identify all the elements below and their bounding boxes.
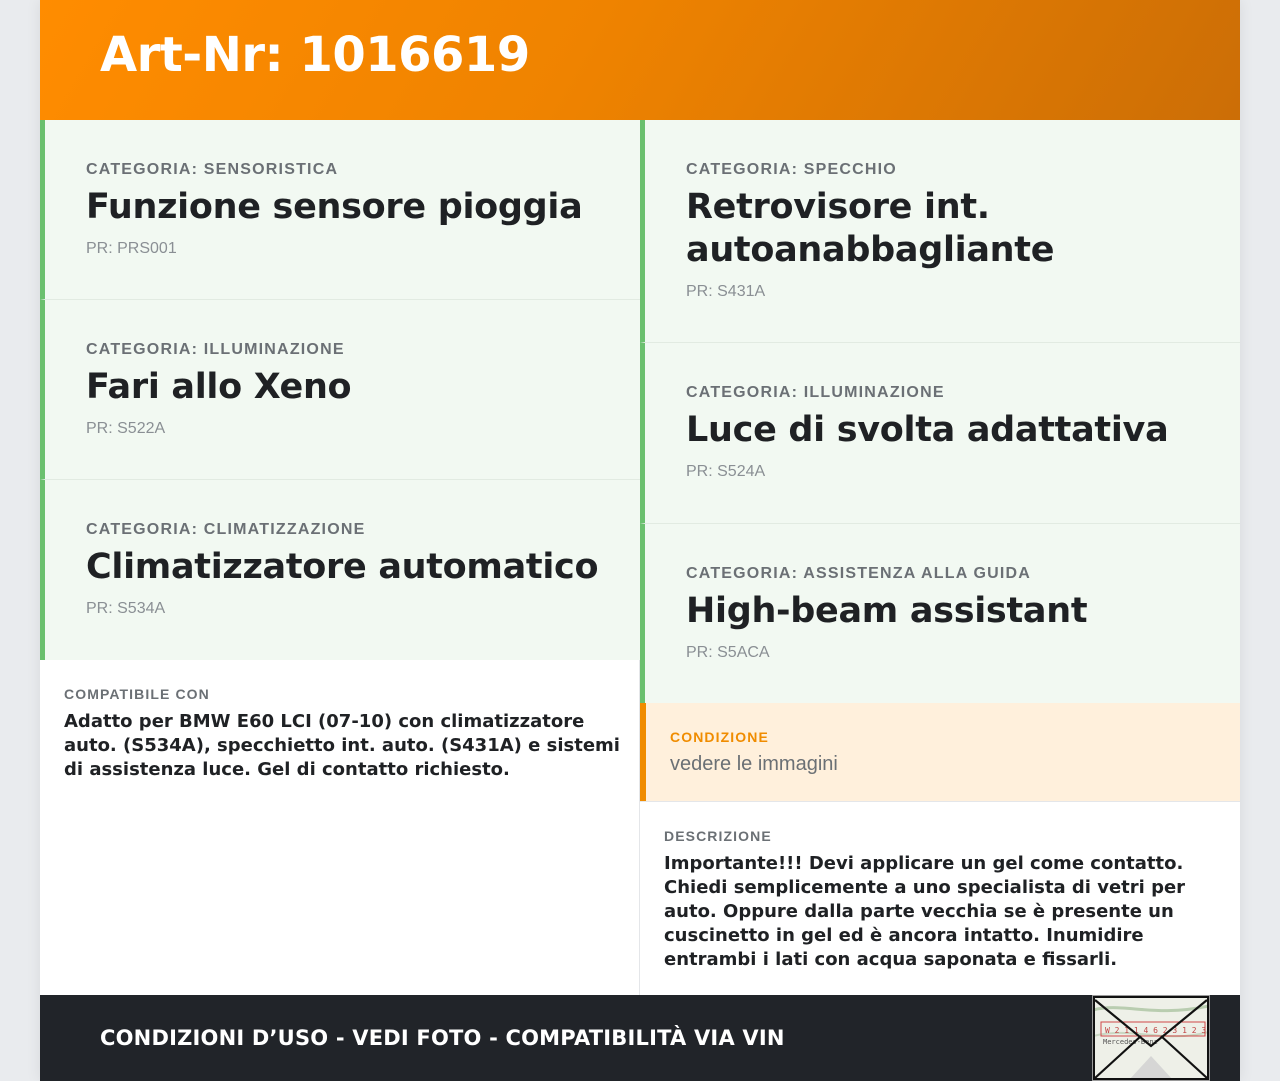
feature-name: Funzione sensore pioggia: [86, 187, 583, 227]
feature-category: CATEGORIA: ASSISTENZA ALLA GUIDA: [686, 565, 1032, 582]
feature-code: PR: S522A: [86, 420, 166, 437]
feature-card: [40, 480, 640, 661]
feature-code: PR: PRS001: [86, 240, 177, 257]
header-bar: [40, 0, 1240, 120]
envelope-icon: [1093, 996, 1209, 1080]
product-sheet: [40, 0, 1240, 1081]
compatibility-label: COMPATIBILE CON: [64, 686, 210, 702]
feature-column-left: [40, 120, 640, 661]
feature-name: Fari allo Xeno: [86, 367, 352, 407]
feature-name: Retrovisore int. autoanabbagliante: [686, 187, 1055, 270]
description-text: Importante!!! Devi applicare un gel come contatto. Chiedi semplicemente a uno specialista di vetri per auto. Oppure dalla parte vecchia se è presente un cuscinetto in gel ed è ancora intatto. Inumidire entrambi i lati con acqua saponata e fissarli.: [664, 853, 1186, 970]
feature-code: PR: S534A: [86, 600, 166, 617]
feature-category: CATEGORIA: SENSORISTICA: [86, 161, 339, 178]
feature-code: PR: S524A: [686, 463, 766, 480]
feature-category: CATEGORIA: ILLUMINAZIONE: [86, 341, 345, 358]
thumbnail-label: Mercedes-Benz: [1103, 1038, 1158, 1046]
feature-code: PR: S431A: [686, 283, 766, 300]
feature-category: CATEGORIA: CLIMATIZZAZIONE: [86, 521, 366, 538]
condition-label: CONDIZIONE: [670, 729, 769, 745]
compatibility-section: [40, 660, 640, 995]
feature-name: Luce di svolta adattativa: [686, 410, 1169, 450]
condition-value: vedere le immagini: [670, 753, 838, 775]
feature-card: [640, 120, 1240, 343]
feature-card: [640, 524, 1240, 704]
feature-column-right: [640, 120, 1240, 704]
footer-bar: [40, 995, 1240, 1081]
feature-name: Climatizzatore automatico: [86, 547, 599, 587]
feature-card: [640, 343, 1240, 524]
photo-thumbnail[interactable]: [1092, 995, 1210, 1081]
feature-name: High-beam assistant: [686, 591, 1088, 631]
article-number-title: Art-Nr: 1016619: [100, 27, 530, 83]
feature-category: CATEGORIA: SPECCHIO: [686, 161, 897, 178]
description-section: [640, 801, 1240, 995]
condition-section: [640, 703, 1240, 801]
feature-card: [40, 300, 640, 480]
feature-category: CATEGORIA: ILLUMINAZIONE: [686, 384, 945, 401]
description-label: DESCRIZIONE: [664, 828, 772, 844]
feature-card: [40, 120, 640, 300]
compatibility-text: Adatto per BMW E60 LCI (07-10) con climatizzatore auto. (S534A), specchietto int. auto. (S431A) e sistemi di assistenza luce. Gel di contatto richiesto.: [64, 711, 620, 780]
svg-text:W 2 1 1 4 6 2 3 1 2 3: W 2 1 1 4 6 2 3 1 2 3: [1105, 1026, 1207, 1035]
feature-code: PR: S5ACA: [686, 644, 770, 661]
footer-terms: CONDIZIONI D’USO - VEDI FOTO - COMPATIBILITÀ VIA VIN: [100, 1026, 785, 1050]
